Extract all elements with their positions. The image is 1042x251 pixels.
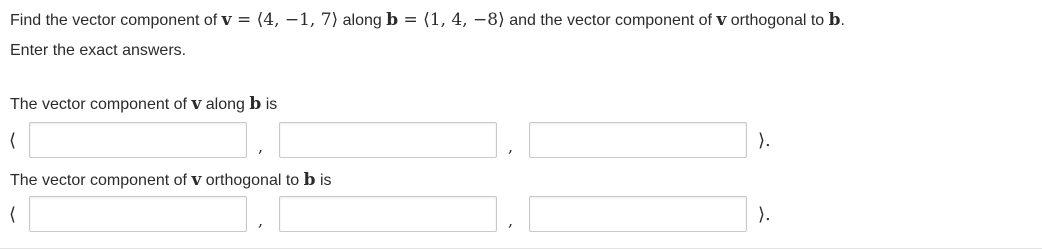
bottom-divider [0,248,1042,249]
part2-v-symbol: v [191,170,202,190]
part2-answer-row [0,195,1042,235]
question-line-1 [10,10,845,31]
vector-v-symbol-2: v [716,10,727,30]
part1-prefix: The vector component of [10,96,192,113]
part1-label [10,94,277,115]
part2-middle: orthogonal to [201,172,304,189]
part2-open-bracket: ⟨ [9,204,17,225]
orthogonal-text: orthogonal to [726,12,829,29]
part2-prefix: The vector component of [10,172,192,189]
question-line-2: Enter the exact answers. [10,42,187,59]
part1-middle: along [201,96,250,113]
part1-input-z[interactable] [529,122,747,158]
part2-input-z[interactable] [529,196,747,232]
part2-input-x[interactable] [29,196,247,232]
vector-b-symbol-2: b [828,10,841,30]
part2-b-symbol: b [303,170,316,190]
part1-input-y[interactable] [279,122,497,158]
part2-label [10,170,332,191]
part1-suffix: is [261,96,278,113]
part1-answer-row [0,121,1042,161]
part1-comma-1: , [258,137,264,156]
question-period: . [840,12,845,29]
part2-input-y[interactable] [279,196,497,232]
part2-comma-2: , [508,211,514,230]
vector-b-value: = ⟨1, 4, −8⟩ [398,10,505,30]
part2-suffix: is [315,172,332,189]
vector-v-value: = ⟨4, −1, 7⟩ [231,10,339,30]
question-prefix: Find the vector component of [10,12,222,29]
part1-v-symbol: v [191,94,202,114]
and-text: and the vector component of [504,12,717,29]
vector-v-symbol: v [221,10,232,30]
part1-comma-2: , [508,137,514,156]
part2-close-bracket: ⟩. [758,204,771,225]
along-text: along [338,12,387,29]
part1-open-bracket: ⟨ [9,130,17,151]
part2-comma-1: , [258,211,264,230]
part1-b-symbol: b [249,94,262,114]
part1-close-bracket: ⟩. [758,130,771,151]
vector-b-symbol: b [386,10,399,30]
part1-input-x[interactable] [29,122,247,158]
